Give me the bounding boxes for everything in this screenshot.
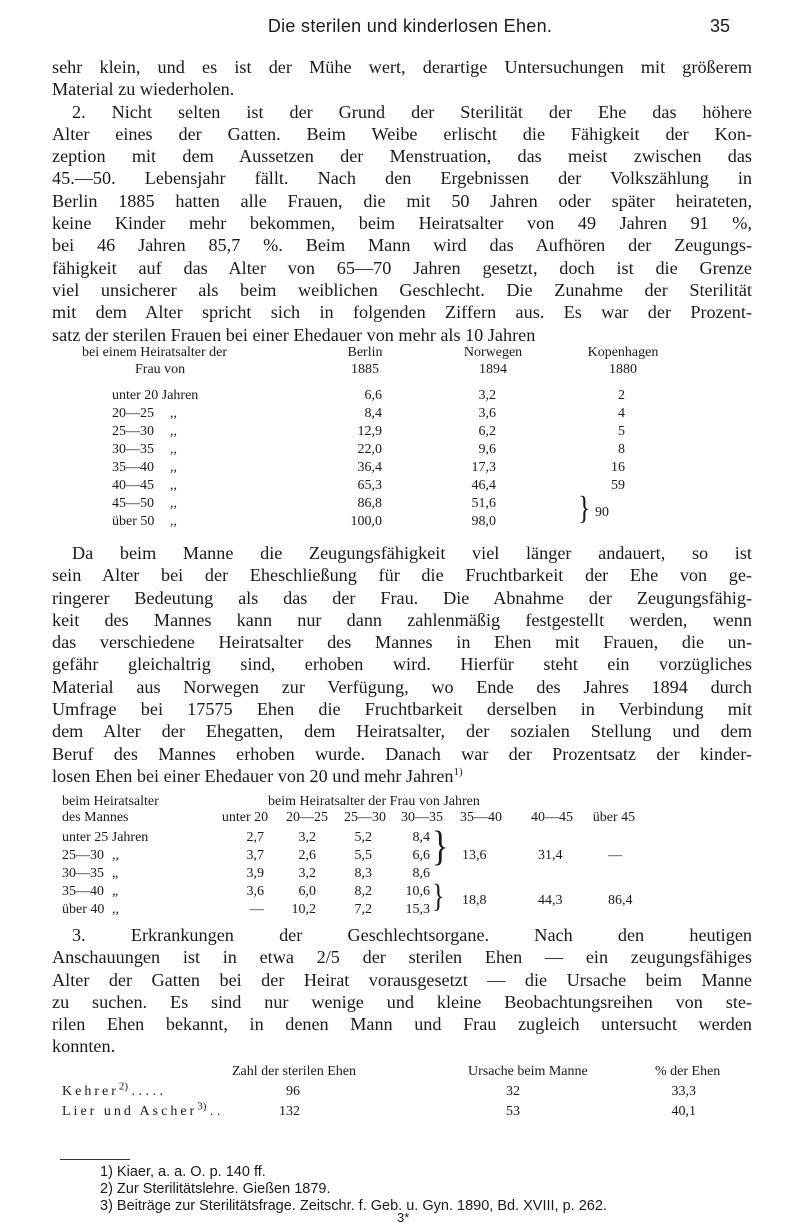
ditto-mark: ,, [170,496,177,511]
ditto-mark: „ [112,866,119,881]
page-number: 35 [709,16,730,36]
brace-icon: } [578,489,591,526]
table-cell: 51,6 [471,496,496,511]
table-cell: 9,6 [478,442,496,457]
table-cell: 32 [506,1084,520,1099]
text-line: sein Alter bei der Eheschließung für die Fruchtbarkeit der Ehe von ge- [52,565,752,586]
table-cell: 3,2 [298,830,316,845]
column-header: unter 20 [221,810,269,825]
text-line: das verschiedene Heiratsalter des Mannes in Ehen mit Frauen, die un- [52,632,752,653]
table-cell: 3,2 [298,866,316,881]
table-cell-merged: 13,6 [462,848,487,863]
signature-mark: 3* [397,1210,410,1225]
column-header: 35—40 [460,810,502,825]
row-label: über 40 [62,902,105,917]
table-cell: 17,3 [471,460,496,475]
table-cell: 100,0 [350,514,382,529]
text-line: Anschauungen ist in etwa 2/5 der sterilen Ehen — ein zeugungsfähiges [52,947,752,968]
table-cell: 6,0 [298,884,316,899]
text-line: dem Alter der Ehegatten, dem Heiratsalter, der sozialen Stellung und dem [52,721,752,742]
ditto-mark: ,, [170,478,177,493]
table-cell-merged: 44,3 [538,893,563,908]
text-line: rilen Ehen bekannt, in denen Mann und Frau zugleich untersucht werden [52,1014,752,1035]
table-cell: 3,6 [478,406,496,421]
text-line [52,765,752,787]
text-line: viel unsicherer als beim weiblichen Geschlecht. Die Zunahme der Sterilität [52,279,752,300]
row-label: 30—35 [112,442,154,457]
table-cell: 22,0 [357,442,382,457]
column-header: Norwegen [463,345,523,360]
ditto-mark: ,, [170,442,177,457]
table-cell: 46,4 [471,478,496,493]
column-header: über 45 [592,810,636,825]
table-cell: 33,3 [671,1084,696,1099]
ditto-mark: „ [112,884,119,899]
text-line: keine Kinder mehr bekommen, beim Heiratsalter von 49 Jahren 91 %, [52,213,752,234]
text-line: Material zu wiederholen. [52,79,235,100]
paragraph-male-age [52,542,752,787]
table-cell: 6,6 [364,388,382,403]
text-line: 45.—50. Lebensjahr fällt. Nach den Ergebnissen der Volkszählung in [52,168,752,189]
row-label: 40—45 [112,478,154,493]
footnote: 2) Zur Sterilitätslehre. Gießen 1879. [100,1180,331,1197]
stub-header: beim Heiratsalter [62,794,159,809]
table-cell: — [250,902,264,917]
row-label: unter 20 Jahren [112,388,199,403]
table-cell-merged: 31,4 [538,848,563,863]
row-label: 35—40 [112,460,154,475]
text-line: mit dem Alter spricht sich in folgenden Ziffern aus. Es war der Prozent- [52,302,752,323]
text-line: Alter eines der Gatten. Beim Weibe erlischt die Fähigkeit der Kon- [52,123,752,144]
column-header: 1885 [351,362,379,377]
text-line: bei 46 Jahren 85,7 %. Beim Mann wird das Aufhören der Zeugungs- [52,235,752,256]
text-line: Material aus Norwegen zur Verfügung, wo Ende des Jahres 1894 durch [52,676,752,697]
footnote-ref: 2) [118,1080,129,1093]
table-cell-merged: 86,4 [608,893,633,908]
paragraph-age [52,101,752,346]
table-cell: 16 [611,460,625,475]
table-cell: 5,2 [354,830,372,845]
table-cell-merged: 90 [595,505,609,520]
text-line: sehr klein, und es ist der Mühe wert, derartige Untersuchungen mit größerem [52,57,752,77]
column-header: % der Ehen [655,1064,721,1079]
text-line: keit des Mannes kann nur dann zahlenmäßig festgestellt werden, wenn [52,609,752,630]
footnote-ref: 1) [453,765,463,778]
footnote: 3) Beiträge zur Sterilitätsfrage. Zeitschr. f. Geb. u. Gyn. 1890, Bd. XVIII, p. 262. [100,1197,607,1214]
author-name: Kehrer [62,1084,119,1099]
table-cell: 3,7 [246,848,264,863]
brace-icon: } [432,823,449,870]
paragraph-diseases [52,924,752,1058]
table-cell: 2,6 [298,848,316,863]
table-cell: 40,1 [671,1104,696,1119]
table-cell: 132 [279,1104,300,1119]
row-label: 25—30 [62,848,104,863]
ditto-mark: ,, [170,406,177,421]
footnote-rule [60,1159,130,1160]
column-header: Ursache beim Manne [468,1064,588,1079]
footnotes [100,1164,740,1214]
text-line: Umfrage bei 17575 Ehen die Fruchtbarkeit derselben in Verbindung mit [52,699,752,720]
table-cell: 8 [618,442,625,457]
text-line: konnten. [52,1036,116,1057]
text-line: Da beim Manne die Zeugungsfähigkeit viel länger andauert, so ist [72,543,752,563]
stub-header: des Mannes [62,810,129,825]
table-cell: 98,0 [471,514,496,529]
table-cell: 10,6 [405,884,430,899]
column-header: Kopenhagen [587,345,659,360]
table-cell: 3,2 [478,388,496,403]
text-line: zu suchen. Es sind nur wenige und kleine Beobachtungsreihen von ste- [52,991,752,1012]
column-header: Frau von [135,362,186,377]
row-label: unter 25 Jahren [62,830,149,845]
table-cell: 86,8 [357,496,382,511]
row-label: 35—40 [62,884,104,899]
column-header: Zahl der sterilen Ehen [232,1064,357,1079]
text-line: Beruf des Mannes erhoben wurde. Danach war der Prozentsatz der kinder- [52,743,752,764]
table-cell: 36,4 [357,460,382,475]
table-cell: 59 [611,478,625,493]
table-cell: 2,7 [246,830,264,845]
footnote: 1) Kiaer, a. a. O. p. 140 ff. [100,1164,266,1180]
row-label: 30—35 [62,866,104,881]
row-label: 20—25 [112,406,154,421]
table-cell: 6,2 [478,424,496,439]
column-header: 40—45 [531,810,573,825]
brace-icon: } [432,877,445,914]
table-cell: 4 [618,406,625,421]
text-line: gefähr gleichaltrig sind, erhoben wird. Hierfür steht ein vorzügliches [52,654,752,675]
footnote-ref: 3) [197,1100,207,1113]
table-cell: 5 [618,424,625,439]
table-cell: 8,6 [412,866,430,881]
text-line: fähigkeit auf das Alter von 65—70 Jahren gesetzt, doch ist die Grenze [52,257,752,278]
text-line: Berlin 1885 hatten alle Frauen, die mit 50 Jahren oder später heirateten, [52,190,752,211]
text-line: satz der sterilen Frauen bei einer Ehedauer von mehr als 10 Jahren [52,324,536,345]
column-header: bei einem Heiratsalter der [82,345,227,360]
text-line: zeption mit dem Aussetzen der Menstruation, das meist zwischen das [52,146,752,167]
text-line: Alter der Gatten bei der Heirat vorausgesetzt — die Ursache beim Manne [52,969,752,990]
table-cell: 8,4 [412,830,430,845]
leader-dots: . . [206,1104,221,1119]
ditto-mark: ,, [112,848,119,863]
text-line-content: losen Ehen bei einer Ehedauer von 20 und mehr Jahren [52,765,454,786]
column-header: 20—25 [286,810,328,825]
table-cell: 10,2 [291,902,316,917]
column-header: 1880 [609,362,637,377]
table-cell: 3,9 [246,866,264,881]
spanner-header: beim Heiratsalter der Frau von Jahren [268,794,480,809]
row-label: 25—30 [112,424,154,439]
table-cell: 3,6 [246,884,264,899]
ditto-mark: ,, [112,902,119,917]
table-cell-merged: 18,8 [462,893,487,908]
row-label [62,1080,164,1100]
text-line: 2. Nicht selten ist der Grund der Sterilität der Ehe das höhere [72,101,752,122]
table-cell: 15,3 [405,902,430,917]
paragraph-continuation [52,56,752,101]
table-cell: 53 [506,1104,520,1119]
table-cell: 6,6 [412,848,430,863]
table-cell: 12,9 [357,424,382,439]
running-header [90,16,730,44]
row-label: über 50 [112,514,155,529]
table-cell: 8,3 [354,866,372,881]
table-cell: 96 [286,1084,300,1099]
column-header: 30—35 [401,810,443,825]
text-line: 3. Erkrankungen der Geschlechtsorgane. Nach den heutigen [72,925,752,945]
table-cell: 8,4 [364,406,382,421]
table-cell: 5,5 [354,848,372,863]
text-line: ringerer Bedeutung als das der Frau. Die Abnahme der Zeugungsfähig- [52,587,752,608]
column-header: 1894 [479,362,507,377]
table-cell: 65,3 [357,478,382,493]
column-header: 25—30 [344,810,386,825]
table-cell: 7,2 [354,902,372,917]
ditto-mark: ,, [170,460,177,475]
table-cell: 2 [618,388,625,403]
row-label [62,1100,221,1120]
row-label: 45—50 [112,496,154,511]
leader-dots: . . . . . [128,1084,164,1099]
table-cell-merged: — [608,848,622,863]
running-title: Die sterilen und kinderlosen Ehen. [267,16,553,36]
author-name: Lier und Ascher [62,1104,198,1119]
column-header: Berlin [347,345,383,360]
ditto-mark: ,, [170,424,177,439]
ditto-mark: ,, [170,514,177,529]
table-cell: 8,2 [354,884,372,899]
